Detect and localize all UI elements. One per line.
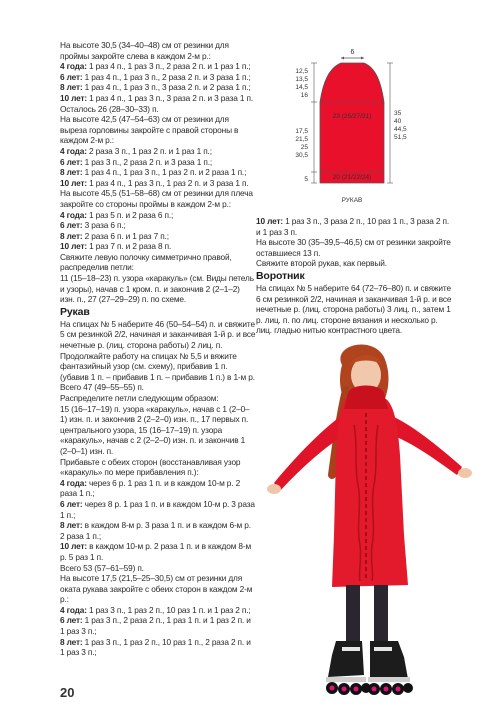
size-label: 8 лет: <box>60 82 83 93</box>
instruction-text: 1 раз 4 п., 1 раз 3 п., 2 раза 2 п. и 3 раза 1 п.; <box>82 71 251 82</box>
instruction-paragraph: Свяжите левую полочку симметрично правой, распределив петли: <box>60 251 232 273</box>
instruction-text: 1 раз 3 п., 2 раза 2 п. и 3 раза 1 п.; <box>82 156 213 167</box>
instruction-paragraph: Всего 47 (49–55–55) п. <box>60 382 144 393</box>
instruction-paragraph: Осталось 26 (28–30–33) п. <box>60 103 159 114</box>
section-heading: Воротник <box>256 269 305 282</box>
instruction-text: 3 раза 6 п.; <box>82 220 126 231</box>
size-instruction-line <box>60 157 256 168</box>
cap-height-6y: 13,5 <box>295 76 308 83</box>
size-label: 10 лет: <box>60 177 87 188</box>
instruction-text: в каждом 8-м р. 3 раза 1 п. и в каждом 6-м р. 2 раза 1 п.; <box>60 520 251 541</box>
instruction-text: 1 раз 4 п., 1 раз 3 п., 3 раза 2 п. и 2 раза 1 п.; <box>82 82 251 93</box>
instruction-paragraph: На высоте 30 (35–39,5–46,5) см от резинки закройте оставшиеся 13 п. <box>256 237 451 258</box>
size-label: 4 года: <box>60 145 87 156</box>
instruction-paragraph: На высоте 45,5 (51–58–68) см от резинки для плеча закройте со стороны проймы в каждом 2-м р.: <box>60 188 253 209</box>
size-instruction-line <box>60 615 256 636</box>
instruction-paragraph: Свяжите второй рукав, как первый. <box>256 258 387 269</box>
size-label: 8 лет: <box>60 167 83 178</box>
right-text-column <box>256 216 452 336</box>
size-label: 10 лет: <box>60 541 87 552</box>
sleeve-len-6y: 21,5 <box>295 136 308 143</box>
instruction-text: 1 раз 7 п. и 2 раза 8 п. <box>86 241 172 252</box>
size-instruction-line <box>60 478 256 499</box>
instruction-text: 1 раз 5 п. и 2 раза 6 п.; <box>86 209 174 220</box>
size-instruction-line <box>256 216 452 237</box>
sleeve-width-label: 23 (25/27/31) <box>332 113 372 120</box>
size-label: 4 года: <box>60 477 87 488</box>
instruction-paragraph: Прибавьте с обеих сторон (восстанавливая узор «каракуль» по мере прибавления п.): <box>60 456 241 478</box>
top-width-label: 6 <box>350 49 355 56</box>
cap-height-4y: 12,5 <box>295 68 308 75</box>
size-instruction-line <box>60 61 256 72</box>
instruction-paragraph: На высоте 42,5 (47–54–63) см от резинки для выреза горловины закройте с правой стороны в каждом 2-м р.: <box>60 114 239 146</box>
size-label: 6 лет: <box>60 156 83 167</box>
size-instruction-line <box>60 520 256 541</box>
instruction-paragraph: Продолжайте работу на спицах № 5,5 и вяжите фантазийный узор (см. схему), прибавив 1 п. (убавив 1 п. – прибавив 1 п. – прибавив 1 п.) в 1-м р. <box>60 350 255 382</box>
instruction-text: в каждом 10-м р. 2 раза 1 п. и в каждом 8-м р. 5 раз 1 п. <box>60 541 252 562</box>
size-label: 4 года: <box>60 209 87 220</box>
cap-height-10y: 16 <box>300 92 308 99</box>
sleeve-shape <box>320 63 384 183</box>
size-instruction-line <box>60 499 256 520</box>
page-number: 20 <box>60 685 75 700</box>
instruction-text: 1 раз 4 п., 1 раз 3 п., 2 раза 2 п. и 1 раз 1 п.; <box>86 61 251 72</box>
instruction-text: 1 раз 3 п., 1 раз 2 п., 10 раз 1 п., 2 раза 2 п. и 1 раз 3 п.; <box>60 636 251 658</box>
sleeve-len-10y: 30,5 <box>295 152 308 159</box>
instruction-paragraph: Всего 53 (57–61–59) п. <box>60 562 144 573</box>
size-instruction-line <box>60 146 256 157</box>
instruction-text: 1 раз 4 п., 1 раз 3 п., 3 раза 2 п. и 3 раза 1 п. <box>86 92 254 103</box>
size-label: 10 лет: <box>256 216 283 226</box>
size-label: 6 лет: <box>60 498 83 509</box>
cuff-width-label: 20 (21/22/24) <box>332 174 372 181</box>
instruction-paragraph: На спицах № 5 наберите 46 (50–54–54) п. и свяжите 5 см резинкой 2/2, начиная и заканчивая 1-й р. и все нечетные р. (лиц. сторона работы) 2 лиц. п. <box>60 318 256 351</box>
instruction-paragraph: На спицах № 5 наберите 64 (72–76–80) п. и свяжите 6 см резинкой 2/2, начиная и заканчивая 1-й р. и все нечетные р. (лиц. сторона работы) 3 лиц. п., затем 1 р. лиц. п. по лиц. стороне вязания и несколько р. лиц. гладью нитью контрастного цвета. <box>256 282 452 336</box>
instruction-paragraph: 15 (16–17–19) п. узора «каракуль», начав с 1 (2–0–1) изн. п. и закончив 2 (2–2–0) изн. п., 17 первых п. центрального узора, 15 (16–17–19) п. узора «каракуль», начав с 2 (2–2–0) изн. п. и закончив 1 (2–0–1) изн. п. <box>60 403 250 456</box>
size-label: 8 лет: <box>60 230 83 241</box>
size-instruction-line <box>60 241 256 252</box>
total-len-8y: 44,5 <box>394 126 407 133</box>
instruction-text: через 8 р. 1 раз 1 п. и в каждом 10-м р. 3 раза 1 п.; <box>60 498 255 520</box>
size-label: 8 лет: <box>60 520 83 531</box>
size-label: 6 лет: <box>60 71 83 82</box>
sleeve-len-8y: 25 <box>300 144 308 151</box>
size-label: 6 лет: <box>60 615 83 626</box>
size-label: 4 года: <box>60 604 87 615</box>
cap-height-8y: 14,5 <box>295 84 308 91</box>
instruction-text: 1 раз 4 п., 1 раз 3 п., 1 раз 2 п. и 3 раза 1 п. <box>86 177 249 188</box>
size-instruction-line <box>60 637 256 658</box>
size-instruction-line <box>60 220 256 231</box>
size-instruction-line <box>60 93 256 104</box>
size-instruction-line <box>60 231 256 242</box>
size-instruction-line <box>60 210 256 221</box>
instruction-text: 1 раз 3 п., 3 раза 2 п., 10 раз 1 п., 3 раза 2 п. и 1 раз 3 п. <box>256 216 449 237</box>
size-instruction-line <box>60 178 256 189</box>
section-heading: Рукав <box>60 305 90 318</box>
instruction-text: 1 раз 4 п., 1 раз 3 п., 1 раз 2 п. и 2 раза 1 п.; <box>82 167 247 178</box>
size-instruction-line <box>60 605 256 616</box>
instruction-paragraph: Распределите петли следующим образом: <box>60 393 219 403</box>
size-instruction-line <box>60 72 256 83</box>
instruction-text: 1 раз 3 п., 1 раз 2 п., 10 раз 1 п. и 1 раз 2 п.; <box>86 604 251 615</box>
cuff-height: 5 <box>304 176 308 183</box>
sleeve-len-4y: 17,5 <box>295 128 308 135</box>
instruction-paragraph: 11 (15–18–23) п. узора «каракуль» (см. Виды петель и узоры), начав с 1 кром. п. и закончив 2 (2–1–2) изн. п., 27 (27–29–29) п. по схеме. <box>60 273 254 305</box>
total-len-10y: 51,5 <box>394 134 407 141</box>
instruction-paragraph: На высоте 17,5 (21,5–25–30,5) см от резинки для оката рукава закройте с обеих сторон в каждом 2-м р.: <box>60 573 253 605</box>
total-len-4y: 35 <box>394 110 402 117</box>
size-instruction-line <box>60 167 256 178</box>
girl-rollerblades-photo <box>262 335 482 709</box>
size-label: 6 лет: <box>60 220 83 231</box>
instruction-paragraph: На высоте 30,5 (34–40–48) см от резинки для проймы закройте слева в каждом 2-м р.: <box>60 40 229 61</box>
sleeve-schematic <box>280 40 480 215</box>
total-len-6y: 40 <box>394 118 402 125</box>
size-label: 10 лет: <box>60 92 87 103</box>
instruction-text: 1 раз 3 п., 2 раза 2 п., 1 раз 1 п. и 1 раз 2 п. и 1 раз 3 п.; <box>60 615 251 637</box>
left-text-column <box>60 40 256 658</box>
size-instruction-line <box>60 82 256 93</box>
size-label: 8 лет: <box>60 636 83 647</box>
size-label: 10 лет: <box>60 241 87 252</box>
size-instruction-line <box>60 541 256 562</box>
instruction-text: через 6 р. 1 раз 1 п. и в каждом 10-м р. 2 раза 1 п.; <box>60 477 241 499</box>
size-label: 4 года: <box>60 61 87 72</box>
diagram-caption: РУКАВ <box>341 197 363 204</box>
instruction-text: 2 раза 3 п., 1 раз 2 п. и 1 раз 1 п.; <box>86 145 212 156</box>
instruction-text: 2 раза 6 п. и 1 раз 7 п.; <box>82 230 169 241</box>
